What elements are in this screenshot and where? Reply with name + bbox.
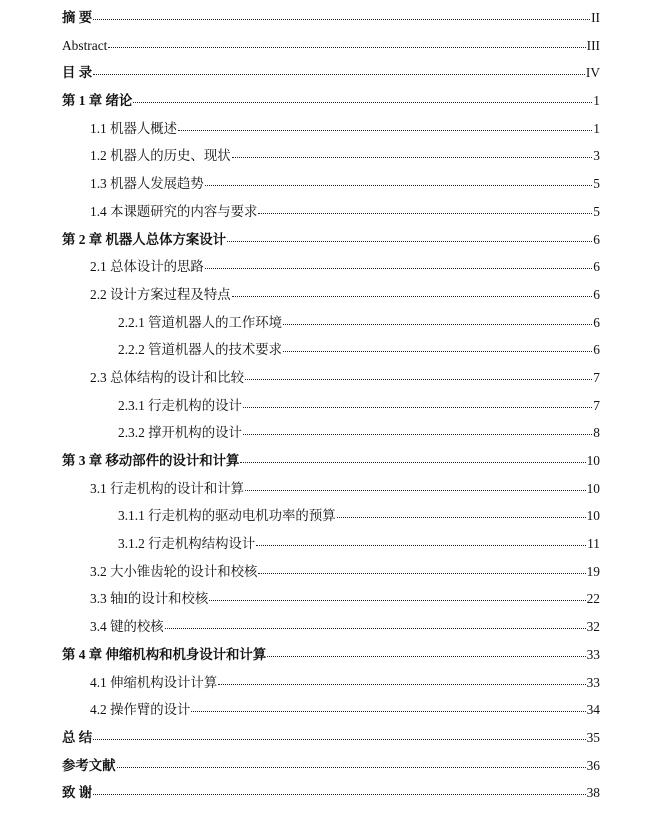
toc-entry-page: 1: [593, 93, 600, 109]
toc-entry-title: 第 1 章 绪论: [62, 93, 133, 109]
toc-entry-title: 2.3.2 撑开机构的设计: [118, 425, 242, 441]
toc-entry-section-1-3[interactable]: [62, 170, 600, 198]
toc-entry-title: 3.4 键的校核: [90, 619, 164, 635]
toc-entry-page: 7: [593, 397, 600, 413]
toc-entry-title: 参考文献: [62, 757, 116, 773]
toc-entry-page: 3: [593, 148, 600, 164]
dot-leader: [178, 119, 592, 132]
dot-leader: [245, 479, 586, 492]
toc-entry-abstract-cn[interactable]: [62, 4, 600, 32]
dot-leader: [93, 728, 585, 741]
toc-entry-references[interactable]: [62, 752, 600, 780]
dot-leader: [232, 147, 593, 160]
toc-entry-page: 10: [586, 480, 600, 496]
toc-entry-page: 35: [586, 729, 600, 745]
toc-entry-title: 总 结: [62, 729, 93, 745]
toc-entry-section-2-3-1[interactable]: [62, 392, 600, 420]
toc-entry-title: 3.2 大小锥齿轮的设计和校核: [90, 563, 258, 579]
dot-leader: [283, 313, 592, 326]
toc-entry-page: IV: [585, 65, 600, 81]
toc-entry-section-2-1[interactable]: [62, 253, 600, 281]
toc-entry-title: 1.2 机器人的历史、现状: [90, 148, 231, 164]
toc-entry-abstract-en[interactable]: [62, 32, 600, 60]
dot-leader: [245, 369, 592, 382]
toc-entry-title: 1.3 机器人发展趋势: [90, 176, 204, 192]
toc-entry-section-1-4[interactable]: [62, 198, 600, 226]
toc-entry-section-4-1[interactable]: [62, 669, 600, 697]
toc-entry-page: 6: [593, 342, 600, 358]
toc-entry-title: 3.1.1 行走机构的驱动电机功率的预算: [118, 508, 336, 524]
dot-leader: [243, 424, 592, 437]
dot-leader: [256, 535, 586, 548]
table-of-contents: [62, 4, 600, 807]
toc-entry-section-1-1[interactable]: [62, 115, 600, 143]
toc-entry-page: 6: [593, 231, 600, 247]
toc-entry-title: 2.2.1 管道机器人的工作环境: [118, 314, 283, 330]
toc-entry-page: 1: [593, 120, 600, 136]
toc-entry-title: 3.3 轴I的设计和校核: [90, 591, 209, 607]
dot-leader: [191, 701, 585, 714]
toc-entry-page: 36: [586, 757, 600, 773]
toc-entry-page: 6: [593, 286, 600, 302]
dot-leader: [93, 9, 590, 22]
toc-entry-section-1-2[interactable]: [62, 142, 600, 170]
toc-entry-title: 1.4 本课题研究的内容与要求: [90, 203, 258, 219]
toc-entry-section-3-2[interactable]: [62, 558, 600, 586]
dot-leader: [108, 36, 585, 49]
dot-leader: [240, 452, 585, 465]
toc-entry-page: 5: [593, 176, 600, 192]
toc-entry-title: 第 4 章 伸缩机构和机身设计和计算: [62, 646, 267, 662]
dot-leader: [243, 396, 592, 409]
toc-entry-title: 2.2 设计方案过程及特点: [90, 286, 231, 302]
dot-leader: [93, 784, 585, 797]
toc-entry-title: 4.2 操作臂的设计: [90, 702, 191, 718]
toc-entry-page: 6: [593, 259, 600, 275]
dot-leader: [267, 645, 585, 658]
dot-leader: [218, 673, 585, 686]
dot-leader: [337, 507, 586, 520]
toc-entry-title: 2.3.1 行走机构的设计: [118, 397, 242, 413]
toc-entry-title: 3.1.2 行走机构结构设计: [118, 536, 256, 552]
toc-entry-section-2-2-2[interactable]: [62, 336, 600, 364]
toc-entry-title: 第 2 章 机器人总体方案设计: [62, 231, 227, 247]
toc-entry-page: 7: [593, 369, 600, 385]
toc-entry-chapter-2[interactable]: [62, 226, 600, 254]
toc-entry-page: 38: [586, 785, 600, 801]
toc-entry-title: 摘 要: [62, 10, 93, 25]
toc-entry-title: 2.2.2 管道机器人的技术要求: [118, 342, 283, 358]
toc-entry-section-2-3-2[interactable]: [62, 419, 600, 447]
toc-entry-page: III: [586, 37, 600, 53]
toc-entry-section-4-2[interactable]: [62, 696, 600, 724]
toc-entry-chapter-4[interactable]: [62, 641, 600, 669]
toc-entry-title: 2.3 总体结构的设计和比较: [90, 369, 244, 385]
toc-entry-page: 19: [586, 563, 600, 579]
toc-entry-section-3-1-2[interactable]: [62, 530, 600, 558]
toc-entry-section-2-2[interactable]: [62, 281, 600, 309]
dot-leader: [93, 64, 585, 77]
toc-entry-section-2-2-1[interactable]: [62, 309, 600, 337]
toc-entry-page: II: [591, 10, 600, 25]
dot-leader: [227, 230, 592, 243]
toc-entry-section-3-4[interactable]: [62, 613, 600, 641]
dot-leader: [133, 92, 592, 105]
dot-leader: [205, 175, 592, 188]
toc-entry-section-3-1-1[interactable]: [62, 502, 600, 530]
toc-entry-page: 8: [593, 425, 600, 441]
toc-entry-page: 11: [587, 536, 600, 552]
toc-entry-title: 第 3 章 移动部件的设计和计算: [62, 453, 240, 468]
dot-leader: [209, 590, 585, 603]
dot-leader: [283, 341, 592, 354]
toc-entry-contents[interactable]: [62, 59, 600, 87]
dot-leader: [205, 258, 592, 271]
toc-entry-page: 5: [593, 203, 600, 219]
dot-leader: [258, 562, 585, 575]
toc-entry-page: 33: [586, 646, 600, 662]
toc-entry-page: 33: [586, 674, 600, 690]
toc-entry-page: 34: [586, 702, 600, 718]
toc-entry-section-3-3[interactable]: [62, 585, 600, 613]
toc-entry-section-2-3[interactable]: [62, 364, 600, 392]
toc-entry-title: 2.1 总体设计的思路: [90, 259, 204, 275]
dot-leader: [165, 618, 586, 631]
toc-entry-title: 3.1 行走机构的设计和计算: [90, 480, 244, 496]
dot-leader: [258, 202, 592, 215]
toc-entry-section-3-1[interactable]: [62, 475, 600, 503]
toc-entry-title: 致 谢: [62, 785, 93, 801]
toc-entry-page: 6: [593, 314, 600, 330]
toc-entry-title: Abstract: [62, 37, 108, 53]
dot-leader: [232, 285, 593, 298]
toc-entry-page: 10: [586, 508, 600, 524]
toc-entry-title: 1.1 机器人概述: [90, 120, 178, 136]
toc-entry-page: 32: [586, 619, 600, 635]
toc-entry-title: 4.1 伸缩机构设计计算: [90, 674, 218, 690]
toc-entry-acknowledgements[interactable]: [62, 779, 600, 807]
dot-leader: [117, 756, 586, 769]
toc-entry-chapter-3[interactable]: [62, 447, 600, 475]
toc-entry-conclusion[interactable]: [62, 724, 600, 752]
toc-entry-title: 目 录: [62, 65, 93, 81]
toc-entry-page: 10: [586, 453, 600, 468]
toc-entry-page: 22: [586, 591, 600, 607]
toc-entry-chapter-1[interactable]: [62, 87, 600, 115]
